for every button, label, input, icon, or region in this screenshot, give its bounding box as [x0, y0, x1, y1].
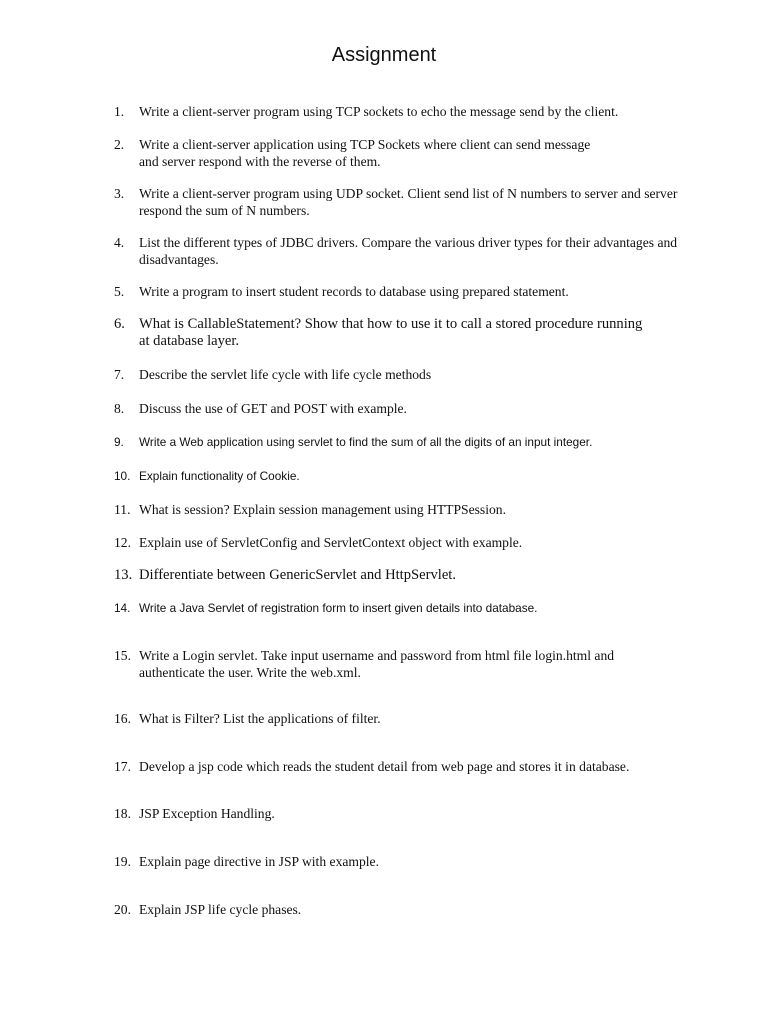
question-item — [114, 711, 754, 728]
question-number: 13. — [114, 567, 133, 583]
question-text: What is CallableStatement? Show that how to use it to call a stored procedure running at database layer. — [139, 316, 643, 349]
question-number: 6. — [114, 316, 125, 332]
question-number: 3. — [114, 186, 125, 201]
question-text: Write a Login servlet. Take input username and password from html file login.html and authenticate the user. Write the web.xml. — [139, 648, 615, 680]
question-number: 14. — [114, 601, 131, 615]
question-text: Explain use of ServletConfig and ServletContext object with example. — [139, 535, 523, 550]
question-text: What is Filter? List the applications of filter. — [139, 711, 381, 726]
question-number: 20. — [114, 902, 131, 917]
question-text: Write a client-server program using UDP socket. Client send list of N numbers to server and server respond the sum of N numbers. — [139, 186, 678, 218]
question-number: 11. — [114, 502, 131, 517]
question-text: Discuss the use of GET and POST with example. — [139, 401, 407, 416]
question-text: Describe the servlet life cycle with life cycle methods — [139, 367, 432, 382]
question-item — [114, 401, 754, 418]
question-number: 4. — [114, 235, 125, 250]
question-item — [114, 137, 754, 170]
question-item — [114, 316, 754, 349]
question-text: Explain functionality of Cookie. — [139, 469, 300, 483]
question-item — [114, 468, 754, 485]
question-text: Explain JSP life cycle phases. — [139, 902, 302, 917]
question-number: 17. — [114, 759, 131, 774]
question-number: 10. — [114, 469, 131, 483]
question-text: List the different types of JDBC drivers. Compare the various driver types for their advantages and disadvantages. — [139, 235, 678, 267]
question-item — [114, 759, 754, 776]
question-number: 12. — [114, 535, 131, 550]
question-item — [114, 535, 754, 552]
question-item — [114, 434, 754, 451]
question-item — [114, 284, 754, 301]
question-number: 9. — [114, 435, 124, 449]
question-item — [114, 600, 754, 617]
question-number: 2. — [114, 137, 125, 152]
question-text: Write a Web application using servlet to find the sum of all the digits of an input integer. — [139, 435, 593, 449]
question-text: Write a program to insert student records to database using prepared statement. — [139, 284, 569, 299]
question-item — [114, 567, 754, 584]
question-text: Explain page directive in JSP with example. — [139, 854, 379, 869]
question-number: 7. — [114, 367, 125, 382]
question-item — [114, 235, 754, 268]
question-text: Write a client-server application using TCP Sockets where client can send message and server respond with the reverse of them. — [139, 137, 591, 169]
question-number: 1. — [114, 104, 125, 119]
question-number: 5. — [114, 284, 125, 299]
question-item — [114, 854, 754, 871]
question-number: 8. — [114, 401, 125, 416]
question-number: 19. — [114, 854, 131, 869]
question-item — [114, 104, 754, 121]
question-item — [114, 902, 754, 919]
question-item — [114, 186, 754, 219]
question-item — [114, 806, 754, 823]
question-text: What is session? Explain session management using HTTPSession. — [139, 502, 506, 517]
question-item — [114, 502, 754, 519]
question-text: Write a client-server program using TCP sockets to echo the message send by the client. — [139, 104, 619, 119]
page-title: Assignment — [331, 44, 437, 66]
question-number: 15. — [114, 648, 131, 663]
question-number: 16. — [114, 711, 131, 726]
question-item — [114, 367, 754, 384]
question-text: Differentiate between GenericServlet and HttpServlet. — [139, 567, 457, 583]
question-text: Develop a jsp code which reads the student detail from web page and stores it in database. — [139, 759, 630, 774]
question-text: JSP Exception Handling. — [139, 806, 275, 821]
question-number: 18. — [114, 806, 131, 821]
question-item — [114, 648, 754, 681]
question-text: Write a Java Servlet of registration form to insert given details into database. — [139, 601, 538, 615]
